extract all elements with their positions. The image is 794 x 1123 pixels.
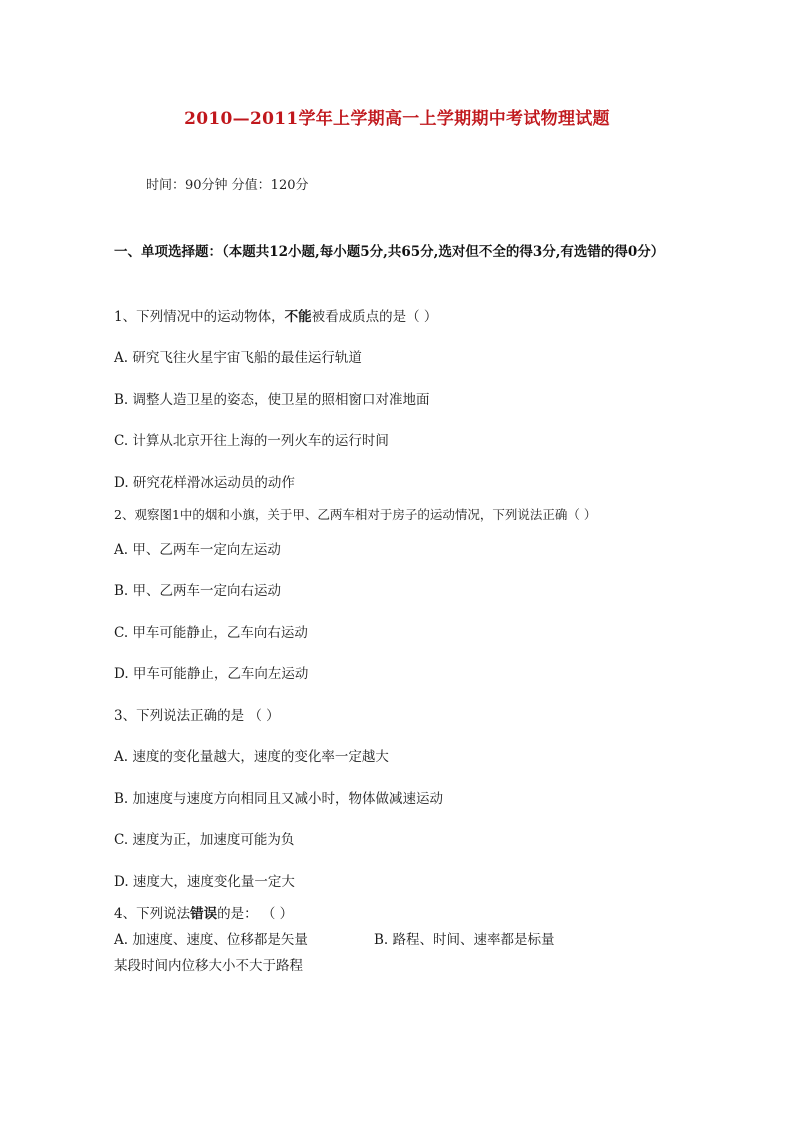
question-1-option-a: A. 研究飞往火星宇宙飞船的最佳运行轨道 xyxy=(114,350,362,366)
question-1-emphasis: 不能 xyxy=(284,309,312,325)
question-2-option-c: C. 甲车可能静止，乙车向右运动 xyxy=(114,625,308,641)
question-3-option-a: A. 速度的变化量越大，速度的变化率一定越大 xyxy=(114,749,389,765)
question-3-option-c: C. 速度为正，加速度可能为负 xyxy=(114,832,295,848)
question-4-option-b: B. 路程、时间、速率都是标量 xyxy=(374,932,555,948)
question-1-option-c: C. 计算从北京开往上海的一列火车的运行时间 xyxy=(114,433,389,449)
question-2-option-a: A. 甲、乙两车一定向左运动 xyxy=(114,542,281,558)
document-title: 2010—2011学年上学期高一上学期期中考试物理试题 xyxy=(184,109,610,129)
question-1-option-b: B. 调整人造卫星的姿态，使卫星的照相窗口对准地面 xyxy=(114,392,430,408)
question-4-option-row xyxy=(114,928,308,948)
question-1-stem-start: 1、下列情况中的运动物体， xyxy=(114,309,285,325)
question-1-stem xyxy=(114,305,437,325)
question-4-stem-end: 的是： （ ） xyxy=(217,906,294,922)
question-3-option-b: B. 加速度与速度方向相同且又减小时，物体做减速运动 xyxy=(114,791,444,807)
question-1-option-d: D. 研究花样滑冰运动员的动作 xyxy=(114,475,295,491)
question-3-option-d: D. 速度大，速度变化量一定大 xyxy=(114,874,295,890)
question-3-stem: 3、下列说法正确的是 （ ） xyxy=(114,708,280,724)
question-2-stem: 2、观察图1中的烟和小旗，关于甲、乙两车相对于房子的运动情况，下列说法正确（ ） xyxy=(114,507,597,522)
section-heading: 一、单项选择题：（本题共12小题,每小题5分,共65分,选对但不全的得3分,有选错的得0分） xyxy=(114,244,665,260)
question-2-option-d: D. 甲车可能静止，乙车向左运动 xyxy=(114,666,309,682)
question-4-continuation: 某段时间内位移大小不大于路程 xyxy=(114,958,303,974)
question-4-emphasis: 错误 xyxy=(190,906,218,922)
question-1-stem-end: 被看成质点的是（ ） xyxy=(311,309,438,325)
exam-time-and-score: 时间：90分钟 分值：120分 xyxy=(146,178,309,193)
question-4-stem xyxy=(114,902,293,922)
question-2-option-b: B. 甲、乙两车一定向右运动 xyxy=(114,583,282,599)
question-4-option-a: A. 加速度、速度、位移都是矢量 xyxy=(114,932,308,948)
question-4-stem-start: 4、下列说法 xyxy=(114,906,191,922)
